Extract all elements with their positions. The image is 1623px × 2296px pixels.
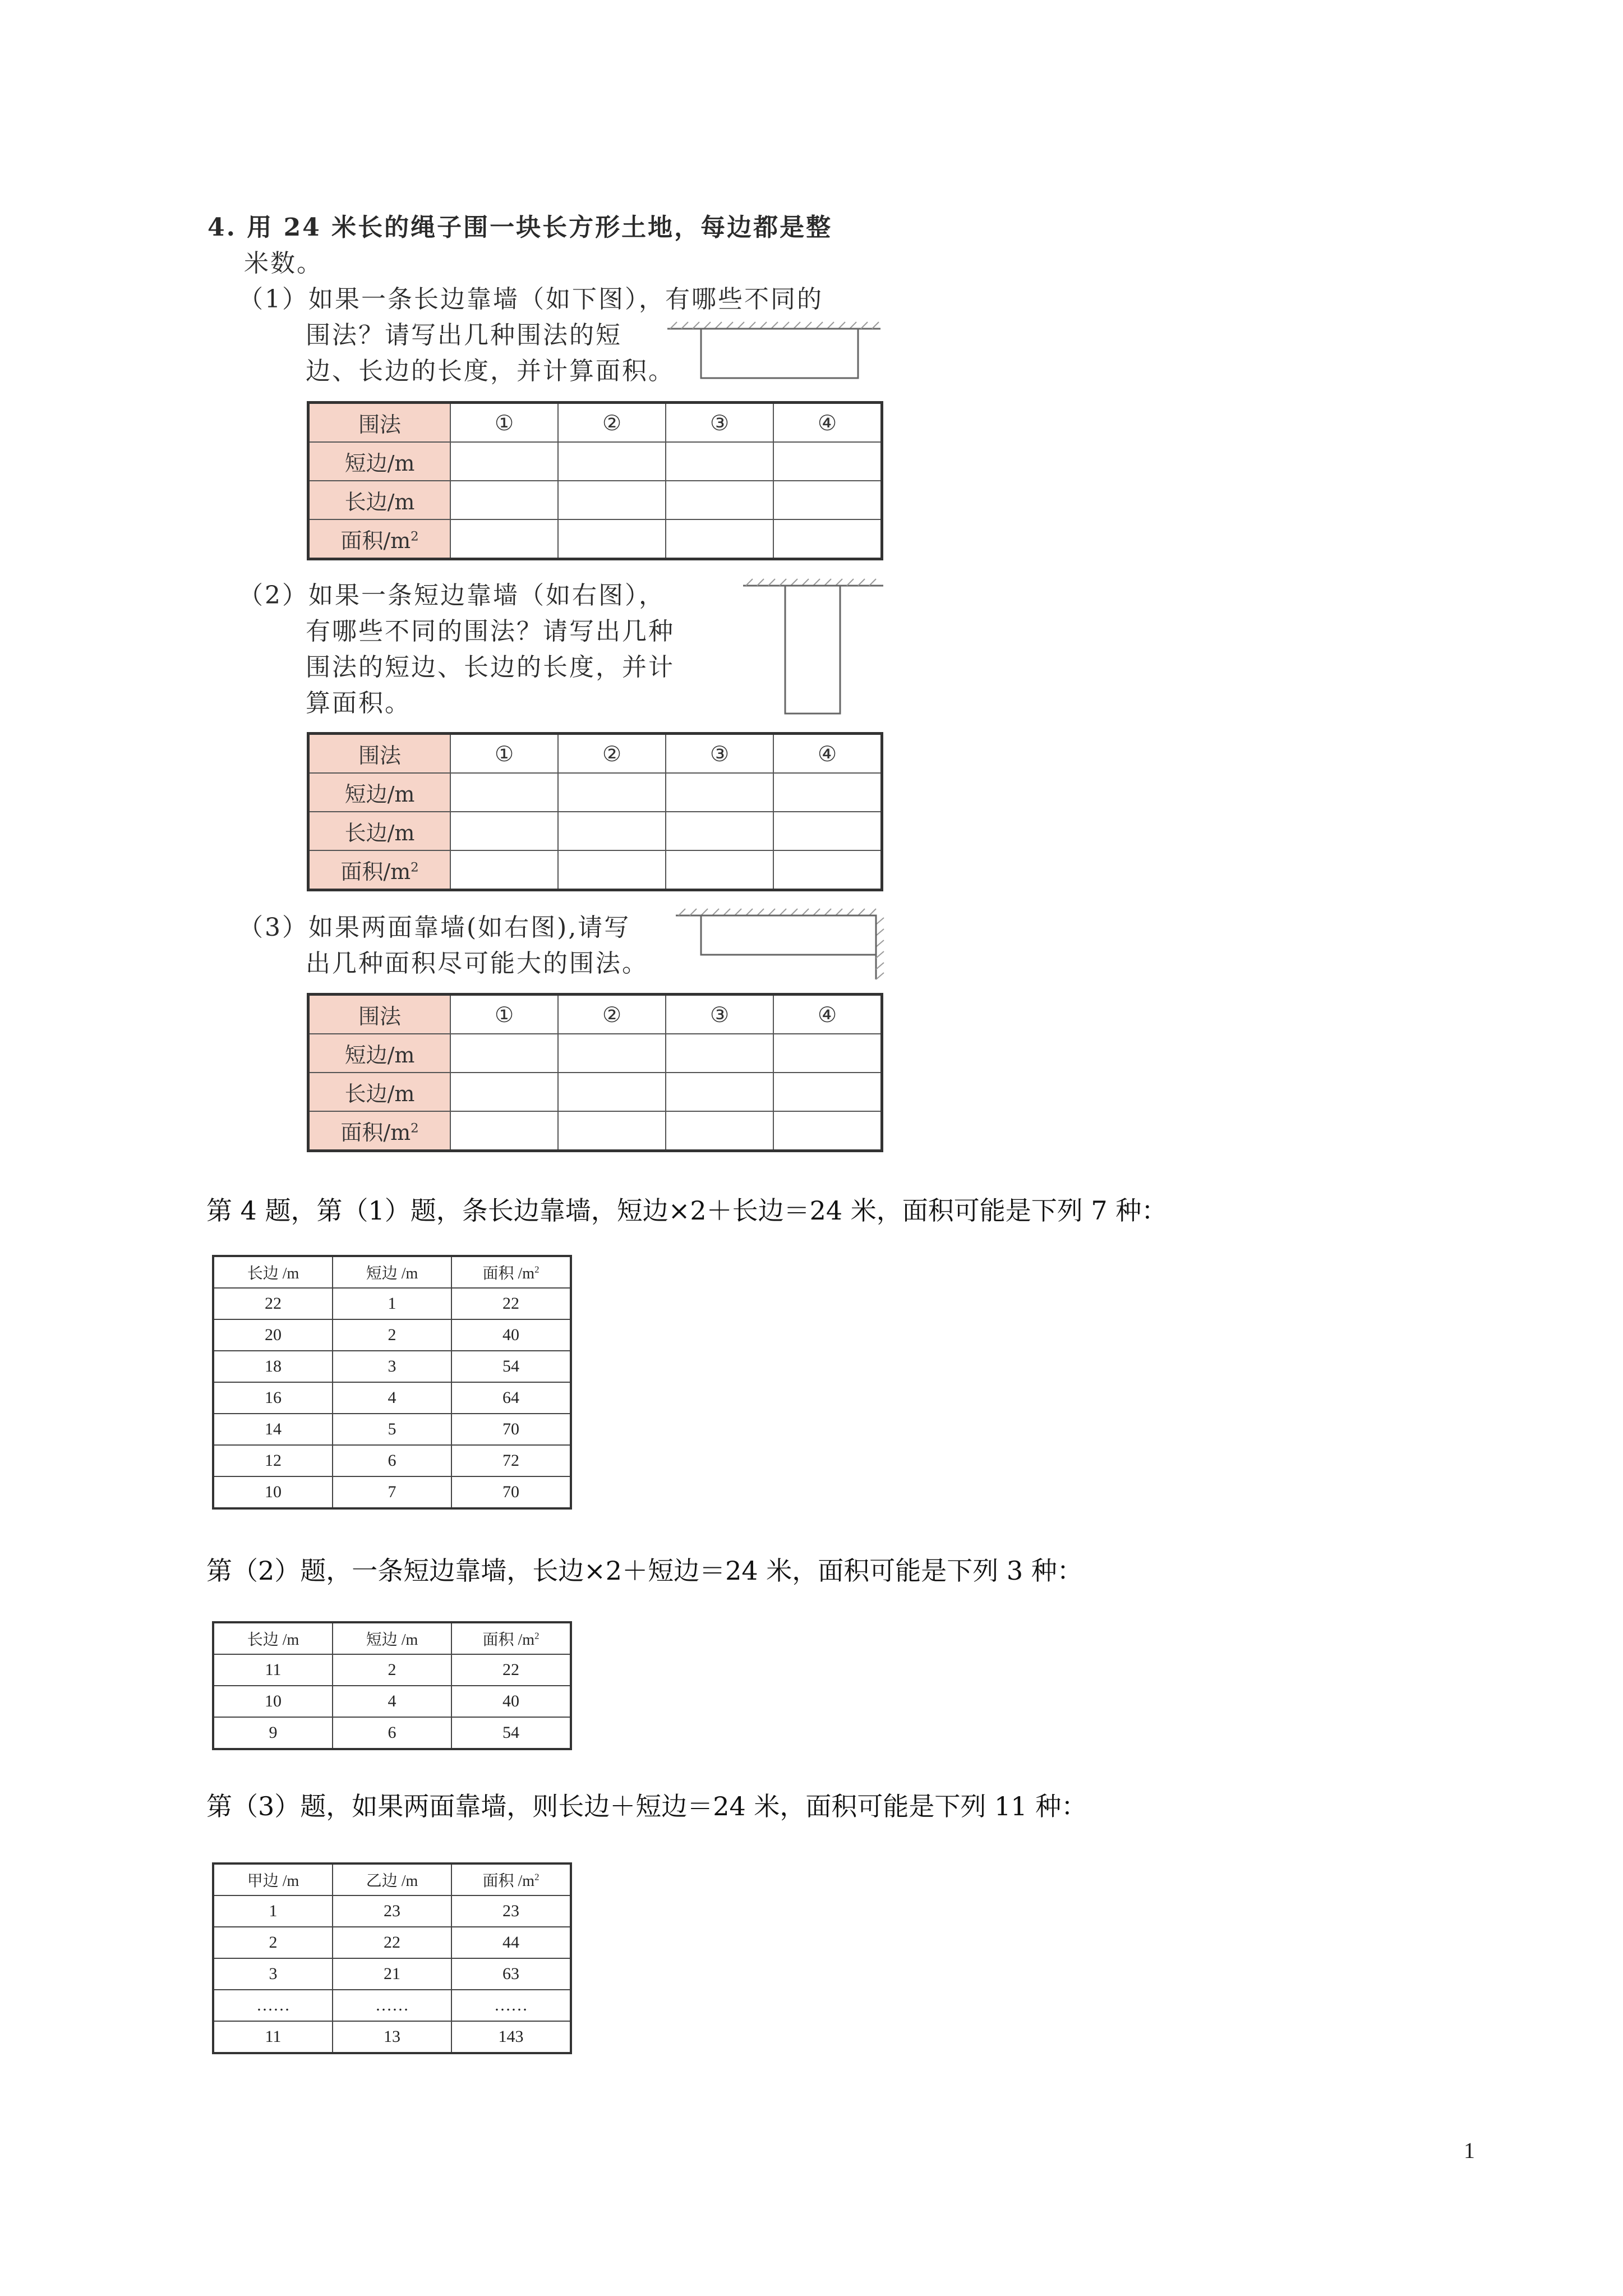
part3-line1: （3）如果两面靠墙(如右图),请写 xyxy=(238,913,631,942)
table-row xyxy=(213,1476,571,1508)
blank-cell xyxy=(773,850,882,890)
col-4: ④ xyxy=(773,403,882,443)
row-area: 面积$/m^2$ xyxy=(308,850,451,890)
table-cell: 23 xyxy=(333,1895,451,1927)
worksheet-table-3 xyxy=(307,993,883,1152)
blank-cell xyxy=(450,519,558,559)
part3-line2: 出几种面积尽可能大的围法。 xyxy=(306,949,648,978)
table-cell: 70 xyxy=(451,1476,571,1508)
blank-cell xyxy=(558,481,666,519)
blank-cell xyxy=(773,1073,882,1111)
col-2: ② xyxy=(558,734,666,774)
table-cell: 22 xyxy=(213,1288,333,1319)
table-cell: 9 xyxy=(213,1717,333,1749)
col-3: ③ xyxy=(666,734,773,774)
blank-cell xyxy=(773,1111,882,1151)
table-cell: 54 xyxy=(451,1717,571,1749)
blank-cell xyxy=(450,773,558,812)
column-header: 甲边 /m xyxy=(213,1864,333,1895)
table-cell: 2 xyxy=(333,1319,451,1351)
table-cell: 4 xyxy=(333,1382,451,1414)
table-cell: 3 xyxy=(333,1351,451,1382)
answer-table-2 xyxy=(212,1621,572,1750)
table-cell: 70 xyxy=(451,1414,571,1445)
blank-cell xyxy=(450,1073,558,1111)
page-number: 1 xyxy=(1464,2138,1475,2163)
blank-cell xyxy=(558,1073,666,1111)
solution-2-text: 第（2）题，一条短边靠墙，长边×2＋短边＝24 米，面积可能是下列 3 种： xyxy=(206,1556,1083,1586)
col-4: ④ xyxy=(773,995,882,1034)
table-cell: …… xyxy=(213,1990,333,2021)
table-header-row xyxy=(213,1864,571,1895)
table-cell: 11 xyxy=(213,2021,333,2053)
table-cell: 13 xyxy=(333,2021,451,2053)
col-1: ① xyxy=(450,734,558,774)
table-cell: 20 xyxy=(213,1319,333,1351)
table-cell: 2 xyxy=(333,1654,451,1686)
col-1: ① xyxy=(450,403,558,443)
blank-cell xyxy=(558,1034,666,1073)
row-short-side: 短边/m xyxy=(308,773,451,812)
blank-cell xyxy=(450,1034,558,1073)
answer-table-3 xyxy=(212,1862,572,2054)
blank-cell xyxy=(450,1111,558,1151)
ws-header: 围法 xyxy=(308,734,451,774)
table-cell: 72 xyxy=(451,1445,571,1476)
table-row xyxy=(213,1958,571,1990)
row-area: 面积$/m^2$ xyxy=(308,519,451,559)
table-cell: 143 xyxy=(451,2021,571,2053)
part2-line3: 围法的短边、长边的长度，并计 xyxy=(306,653,675,682)
table-cell: 22 xyxy=(451,1288,571,1319)
table-cell: 22 xyxy=(333,1927,451,1958)
row-short-side: 短边/m xyxy=(308,1034,451,1073)
ws-header: 围法 xyxy=(308,995,451,1034)
blank-cell xyxy=(773,481,882,519)
table-cell: 4 xyxy=(333,1686,451,1717)
blank-cell xyxy=(558,850,666,890)
table-row xyxy=(213,1351,571,1382)
table-cell: 14 xyxy=(213,1414,333,1445)
table-cell: 3 xyxy=(213,1958,333,1990)
table-cell: 64 xyxy=(451,1382,571,1414)
table-row xyxy=(213,1686,571,1717)
row-long-side: 长边/m xyxy=(308,481,451,519)
table-row xyxy=(213,1927,571,1958)
blank-cell xyxy=(666,519,773,559)
blank-cell xyxy=(450,442,558,481)
col-2: ② xyxy=(558,995,666,1034)
col-4: ④ xyxy=(773,734,882,774)
table-cell: 5 xyxy=(333,1414,451,1445)
table-row xyxy=(213,2021,571,2053)
blank-cell xyxy=(558,773,666,812)
column-header: 短边 /m xyxy=(333,1622,451,1654)
table-cell: 22 xyxy=(451,1654,571,1686)
table-header-row xyxy=(213,1622,571,1654)
table-row xyxy=(213,1990,571,2021)
worksheet-table-2 xyxy=(307,732,883,891)
blank-cell xyxy=(666,773,773,812)
wall-diagram-two-walls xyxy=(673,908,886,983)
solution-3-text: 第（3）题，如果两面靠墙，则长边＋短边＝24 米，面积可能是下列 11 种： xyxy=(206,1791,1087,1821)
worksheet-table-1 xyxy=(307,401,883,560)
table-cell: 11 xyxy=(213,1654,333,1686)
blank-cell xyxy=(450,850,558,890)
blank-cell xyxy=(773,1034,882,1073)
wall-diagram-short-side xyxy=(740,578,886,718)
blank-cell xyxy=(450,481,558,519)
column-header: 乙边 /m xyxy=(333,1864,451,1895)
part1-line1: （1）如果一条长边靠墙（如下图），有哪些不同的 xyxy=(238,285,823,314)
col-3: ③ xyxy=(666,403,773,443)
blank-cell xyxy=(666,481,773,519)
table-row xyxy=(213,1654,571,1686)
blank-cell xyxy=(773,812,882,850)
col-3: ③ xyxy=(666,995,773,1034)
question-title: 4. 用 24 米长的绳子围一块长方形土地，每边都是整 xyxy=(208,213,833,242)
table-header-row xyxy=(213,1256,571,1288)
table-cell: 12 xyxy=(213,1445,333,1476)
table-cell: 1 xyxy=(213,1895,333,1927)
table-cell: 23 xyxy=(451,1895,571,1927)
table-cell: 7 xyxy=(333,1476,451,1508)
blank-cell xyxy=(450,812,558,850)
blank-cell xyxy=(666,1073,773,1111)
part2-line2: 有哪些不同的围法？请写出几种 xyxy=(306,617,675,646)
col-2: ② xyxy=(558,403,666,443)
table-row xyxy=(213,1717,571,1749)
row-short-side: 短边/m xyxy=(308,442,451,481)
table-cell: 6 xyxy=(333,1445,451,1476)
column-header: 长边 /m xyxy=(213,1622,333,1654)
table-cell: 16 xyxy=(213,1382,333,1414)
table-row xyxy=(213,1319,571,1351)
wall-diagram-long-side xyxy=(665,321,883,383)
blank-cell xyxy=(558,519,666,559)
column-header: 长边 /m xyxy=(213,1256,333,1288)
row-area: 面积$/m^2$ xyxy=(308,1111,451,1151)
blank-cell xyxy=(773,442,882,481)
table-cell: 1 xyxy=(333,1288,451,1319)
column-header: 面积 $/m^2$ xyxy=(451,1256,571,1288)
column-header: 短边 /m xyxy=(333,1256,451,1288)
col-1: ① xyxy=(450,995,558,1034)
table-row xyxy=(213,1414,571,1445)
table-row xyxy=(213,1382,571,1414)
blank-cell xyxy=(666,1111,773,1151)
part1-line2: 围法？请写出几种围法的短 xyxy=(306,321,622,349)
row-long-side: 长边/m xyxy=(308,1073,451,1111)
blank-cell xyxy=(558,812,666,850)
table-cell: 10 xyxy=(213,1476,333,1508)
column-header: 面积 $/m^2$ xyxy=(451,1864,571,1895)
table-cell: 2 xyxy=(213,1927,333,1958)
blank-cell xyxy=(773,519,882,559)
question-title-cont: 米数。 xyxy=(244,249,323,278)
blank-cell xyxy=(666,850,773,890)
part2-line1: （2）如果一条短边靠墙（如右图）， xyxy=(238,581,665,610)
row-long-side: 长边/m xyxy=(308,812,451,850)
blank-cell xyxy=(666,442,773,481)
table-row xyxy=(213,1445,571,1476)
answer-table-1 xyxy=(212,1255,572,1510)
table-cell: 44 xyxy=(451,1927,571,1958)
table-cell: 6 xyxy=(333,1717,451,1749)
part1-line3: 边、长边的长度，并计算面积。 xyxy=(306,357,675,385)
table-cell: 18 xyxy=(213,1351,333,1382)
table-cell: 21 xyxy=(333,1958,451,1990)
table-cell: 40 xyxy=(451,1686,571,1717)
solution-1-text: 第 4 题，第（1）题，条长边靠墙，短边×2＋长边＝24 米，面积可能是下列 7 种： xyxy=(206,1195,1168,1226)
blank-cell xyxy=(666,1034,773,1073)
table-row xyxy=(213,1288,571,1319)
blank-cell xyxy=(666,812,773,850)
blank-cell xyxy=(558,442,666,481)
ws-header: 围法 xyxy=(308,403,451,443)
table-cell: …… xyxy=(333,1990,451,2021)
blank-cell xyxy=(773,773,882,812)
table-cell: 54 xyxy=(451,1351,571,1382)
column-header: 面积 $/m^2$ xyxy=(451,1622,571,1654)
table-row xyxy=(213,1895,571,1927)
blank-cell xyxy=(558,1111,666,1151)
table-cell: 63 xyxy=(451,1958,571,1990)
table-cell: 40 xyxy=(451,1319,571,1351)
table-cell: …… xyxy=(451,1990,571,2021)
table-cell: 10 xyxy=(213,1686,333,1717)
part2-line4: 算面积。 xyxy=(306,689,411,717)
